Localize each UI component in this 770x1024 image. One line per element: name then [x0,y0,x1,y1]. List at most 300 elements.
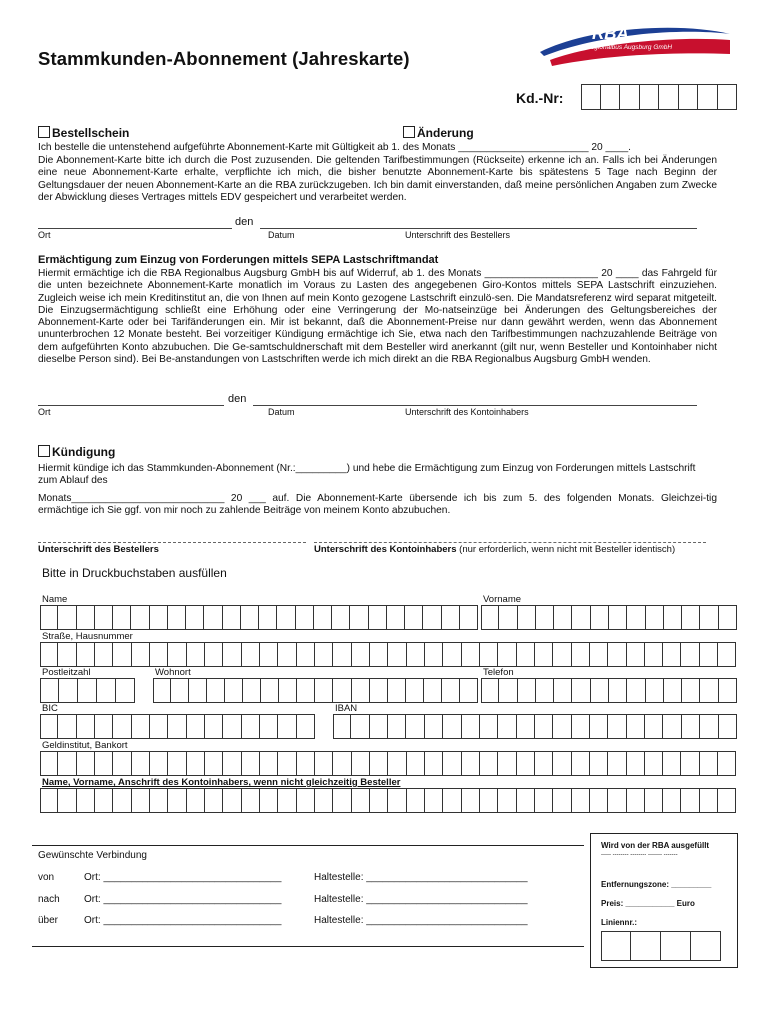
bestellschein-label: Bestellschein [52,126,130,140]
letter-cell[interactable] [553,714,571,739]
rba-box-heading: Wird von der RBA ausgefüllt [601,841,710,850]
letter-cell[interactable] [517,714,535,739]
letter-cell[interactable] [278,642,296,667]
name-label: Name [42,594,68,605]
datum-signature-line-1[interactable] [260,228,697,229]
letter-cell[interactable] [297,642,315,667]
letter-cell[interactable] [443,714,461,739]
ueber-haltestelle-field[interactable]: Haltestelle: _____________________________ [314,915,528,926]
signature-line-besteller-3[interactable] [38,542,306,543]
telefon-input-grid[interactable] [481,678,737,703]
letter-cell[interactable] [352,642,370,667]
letter-cell[interactable] [315,642,333,667]
page-title: Stammkunden-Abonnement (Jahreskarte) [38,48,410,69]
letter-cell[interactable] [333,714,351,739]
letter-cell[interactable] [77,788,95,813]
preis-field: Preis: ___________ Euro [601,899,695,908]
letter-cell[interactable] [424,678,442,703]
letter-cell[interactable] [460,605,478,630]
wohnort-label: Wohnort [155,667,191,678]
letter-cell[interactable] [370,788,388,813]
letter-cell[interactable] [205,751,223,776]
letter-cell[interactable] [388,642,406,667]
letter-cell[interactable] [369,605,387,630]
von-label: von [38,872,55,883]
letter-cell[interactable] [609,678,627,703]
letter-cell[interactable] [297,751,315,776]
letter-cell[interactable] [480,751,498,776]
letter-cell[interactable] [95,714,113,739]
kdnr-input-grid[interactable] [581,84,737,110]
letter-cell[interactable] [187,788,205,813]
letter-cell[interactable] [95,605,113,630]
letter-cell[interactable] [223,642,241,667]
name-input-grid[interactable] [40,605,478,630]
letter-cell[interactable] [77,751,95,776]
letter-cell[interactable] [113,751,131,776]
letter-cell[interactable] [333,788,351,813]
letter-cell[interactable] [113,788,131,813]
letter-cell[interactable] [481,678,499,703]
letter-cell[interactable] [627,788,645,813]
den-label-2: den [228,393,247,405]
letter-cell[interactable] [518,605,536,630]
letter-cell[interactable] [243,678,261,703]
iban-label: IBAN [335,703,358,714]
sepa-heading: Ermächtigung zum Einzug von Forderungen mittels SEPA Lastschriftmandat [38,254,439,266]
letter-cell[interactable] [388,751,406,776]
letter-cell[interactable] [646,678,664,703]
letter-cell[interactable] [186,605,204,630]
letter-cell[interactable] [405,605,423,630]
letter-cell[interactable] [645,751,663,776]
letter-cell[interactable] [40,605,58,630]
letter-cell[interactable] [297,788,315,813]
letter-cell[interactable] [499,605,517,630]
letter-cell[interactable] [443,642,461,667]
letter-cell[interactable] [58,714,76,739]
letter-cell[interactable] [590,788,608,813]
letter-cell[interactable] [646,605,664,630]
letter-cell[interactable] [370,714,388,739]
letter-cell[interactable] [132,714,150,739]
letter-cell[interactable] [278,788,296,813]
letter-cell[interactable] [700,788,718,813]
letter-cell[interactable] [608,751,626,776]
letter-cell[interactable] [132,642,150,667]
letter-cell[interactable] [77,642,95,667]
letter-cell[interactable] [95,642,113,667]
letter-cell[interactable] [315,678,333,703]
signature-label-besteller-3: Unterschrift des Bestellers [38,544,159,555]
order-text-line1: Ich bestelle die untenstehend aufgeführte Abonnement-Karte mit Gültigkeit ab 1. des Monats _______________________ 20 ____. [38,142,632,153]
letter-cell[interactable] [168,788,186,813]
letter-cell[interactable] [718,788,736,813]
letter-cell[interactable] [388,678,406,703]
kuendigung-checkbox[interactable] [38,445,50,457]
letter-cell[interactable] [572,678,590,703]
letter-cell[interactable] [681,788,699,813]
letter-cell[interactable] [168,605,186,630]
datum-label-2: Datum [268,407,295,417]
bestellschein-option[interactable] [38,126,129,140]
letter-cell[interactable] [260,788,278,813]
letter-cell[interactable] [77,714,95,739]
letter-cell[interactable] [113,642,131,667]
letter-cell[interactable] [241,605,259,630]
letter-cell[interactable] [499,678,517,703]
letter-cell[interactable] [387,605,405,630]
letter-cell[interactable] [260,642,278,667]
ort-line-1[interactable] [38,228,232,229]
letter-cell[interactable] [78,678,97,703]
letter-cell[interactable] [681,751,699,776]
letter-cell[interactable] [425,788,443,813]
letter-cell[interactable] [132,751,150,776]
entfernungszone-field: Entfernungszone: _________ [601,880,712,889]
wohnort-input-grid[interactable] [153,678,478,703]
letter-cell[interactable] [682,714,700,739]
letter-cell[interactable] [168,642,186,667]
letter-cell[interactable] [517,788,535,813]
letter-cell[interactable] [700,605,718,630]
ort-line-2[interactable] [38,405,224,406]
letter-cell[interactable] [370,751,388,776]
letter-cell[interactable] [150,751,168,776]
letter-cell[interactable] [407,642,425,667]
letter-cell[interactable] [572,605,590,630]
letter-cell[interactable] [150,605,168,630]
letter-cell[interactable] [498,788,516,813]
letter-cell[interactable] [278,714,296,739]
letter-cell[interactable] [116,678,135,703]
letter-cell[interactable] [480,642,498,667]
letter-cell[interactable] [608,642,626,667]
letter-cell[interactable] [168,714,186,739]
geldinstitut-input-grid[interactable] [40,751,737,776]
letter-cell[interactable] [189,678,207,703]
letter-cell[interactable] [553,788,571,813]
letter-cell[interactable] [406,678,424,703]
letter-cell[interactable] [719,678,737,703]
kuendigung-option[interactable] [38,445,115,459]
letter-cell[interactable] [150,642,168,667]
aenderung-label: Änderung [417,126,474,140]
ueber-ort-field[interactable]: Ort: ________________________________ [84,915,282,926]
kuendigung-text2: Monats___________________________ 20 ___ auf. Die Abonnement-Karte übersende ich bis zum 5. des folgenden Monats. Gleichzei-tig ermächtige ich Sie ggf. von mir noch zu zahlende Beiträge von meinem Konto abzubuchen. [38,493,717,517]
letter-cell[interactable] [40,788,58,813]
letter-cell[interactable] [352,788,370,813]
vorname-input-grid[interactable] [481,605,737,630]
letter-cell[interactable] [572,751,590,776]
kuendigung-label: Kündigung [52,445,116,459]
signature-label-besteller-1: Unterschrift des Bestellers [405,230,511,240]
letter-cell[interactable] [113,605,131,630]
telefon-label: Telefon [483,667,514,678]
letter-cell[interactable] [242,642,260,667]
letter-cell[interactable] [627,714,645,739]
letter-cell[interactable] [535,788,553,813]
letter-cell[interactable] [40,678,59,703]
letter-cell[interactable] [58,605,76,630]
letter-cell[interactable] [207,678,225,703]
letter-cell[interactable] [333,751,351,776]
letter-cell[interactable] [700,642,718,667]
letter-cell[interactable] [517,751,535,776]
letter-cell[interactable] [535,714,553,739]
letter-cell[interactable] [664,678,682,703]
letter-cell[interactable] [460,678,478,703]
letter-cell[interactable] [425,714,443,739]
letter-cell[interactable] [645,788,663,813]
letter-cell[interactable] [682,605,700,630]
ort-label-1: Ort [38,230,51,240]
letter-cell[interactable] [277,605,295,630]
letter-cell[interactable] [40,642,58,667]
letter-cell[interactable] [700,751,718,776]
letter-cell[interactable] [242,751,260,776]
letter-cell[interactable] [498,751,516,776]
letter-cell[interactable] [480,788,498,813]
letter-cell[interactable] [462,788,480,813]
letter-cell[interactable] [443,751,461,776]
letter-cell[interactable] [480,714,498,739]
letter-cell[interactable] [296,605,314,630]
letter-cell[interactable] [153,678,171,703]
letter-cell[interactable] [260,714,278,739]
sig-kontoinhaber-label: Unterschrift des Kontoinhabers [314,544,457,555]
letter-cell[interactable] [315,751,333,776]
plz-input-grid[interactable] [40,678,135,703]
letter-cell[interactable] [700,714,718,739]
letter-cell[interactable] [719,605,737,630]
letter-cell[interactable] [59,678,78,703]
letter-cell[interactable] [332,605,350,630]
letter-cell[interactable] [608,788,626,813]
sepa-text: Hiermit ermächtige ich die RBA Regionalbus Augsburg GmbH bis auf Widerruf, ab 1. des Monats ____________________ 20 ____ das Fahrgeld für die unten bezeichnete Abonnement-Karte monatlich im Voraus zu Lasten des angegebenen Giro-Kontos mittels SEPA Lastschrift einzuziehen. Zugleich weise ich mein Kreditinstitut an, die von Ihnen auf mein Konto gezogene Lastschrift einzulö-sen. Die Mandatsreferenz wird separat mitgeteilt. Die Einzugsermächtigung schließt eine Erhöhung oder eine Verringerung der Mo-natseinzüge bei Änderungen des Geltungsbereiches der Abonnement-Karte oder bei Tarifänderungen ein. Mir ist bekannt, daß die Abonnement-Preise nur dann gewährt werden, wenn das Abonnement ununterbrochen 12 Monate besteht. Bei vorzeitiger Kündigung ermächtige ich Sie, etwa nach den Tarifbestimmungen nachzuzahlende Beiträge von dem aufgeführten Konto abzubuchen. Die Ge-samtschuldnerschaft mit dem Besteller wird anerkannt (gilt nur, wenn Besteller und Kontoinhaber nicht dieselbe Person sind). Bei Be-anstandungen von Lastschriften werde ich mich direkt an die RBA Regionalbus Augsburg GmbH wenden. [38,268,717,366]
letter-cell[interactable] [297,714,315,739]
von-haltestelle-field[interactable]: Haltestelle: _____________________________ [314,872,528,883]
letter-cell[interactable] [187,642,205,667]
letter-cell[interactable] [333,678,351,703]
letter-cell[interactable] [113,714,131,739]
letter-cell[interactable] [627,751,645,776]
letter-cell[interactable] [132,788,150,813]
letter-cell[interactable] [663,788,681,813]
letter-cell[interactable] [388,788,406,813]
strasse-input-grid[interactable] [40,642,737,667]
letter-cell[interactable] [572,788,590,813]
letter-cell[interactable] [718,642,736,667]
letter-cell[interactable] [171,678,189,703]
letter-cell[interactable] [187,751,205,776]
letter-cell[interactable] [297,678,315,703]
letter-cell[interactable] [700,678,718,703]
letter-cell[interactable] [351,714,369,739]
letter-cell[interactable] [205,714,223,739]
den-label-1: den [235,216,254,228]
letter-cell[interactable] [204,605,222,630]
letter-cell[interactable] [150,714,168,739]
letter-cell[interactable] [423,605,441,630]
ueber-label: über [38,915,59,926]
letter-cell[interactable] [498,642,516,667]
ort-label-2: Ort [38,407,51,417]
datum-signature-line-2[interactable] [253,405,697,406]
letter-cell[interactable] [591,678,609,703]
letter-cell[interactable] [590,714,608,739]
letter-cell[interactable] [223,751,241,776]
letter-cell[interactable] [58,751,76,776]
letter-cell[interactable] [572,642,590,667]
nach-haltestelle-field[interactable]: Haltestelle: _____________________________ [314,894,528,905]
letter-cell[interactable] [261,678,279,703]
letter-cell[interactable] [572,714,590,739]
letter-cell[interactable] [150,788,168,813]
letter-cell[interactable] [370,642,388,667]
letter-cell[interactable] [590,751,608,776]
letter-cell[interactable] [407,751,425,776]
letter-cell[interactable] [187,714,205,739]
letter-cell[interactable] [97,678,116,703]
letter-cell[interactable] [352,751,370,776]
signature-line-kontoinhaber-3[interactable] [314,542,706,543]
letter-cell[interactable] [259,605,277,630]
rba-office-box [590,833,738,968]
letter-cell[interactable] [663,642,681,667]
letter-cell[interactable] [462,642,480,667]
letter-cell[interactable] [314,605,332,630]
letter-cell[interactable] [223,605,241,630]
letter-cell[interactable] [223,714,241,739]
letter-cell[interactable] [225,678,243,703]
letter-cell[interactable] [645,714,663,739]
letter-cell[interactable] [388,714,406,739]
letter-cell[interactable] [645,642,663,667]
bestellschein-checkbox[interactable] [38,126,50,138]
letter-cell[interactable] [95,788,113,813]
letter-cell[interactable] [553,751,571,776]
letter-cell[interactable] [462,751,480,776]
liniennr-label: Liniennr.: [601,918,637,927]
letter-cell[interactable] [260,751,278,776]
letter-cell[interactable] [406,714,424,739]
letter-cell[interactable] [535,751,553,776]
letter-cell[interactable] [278,751,296,776]
letter-cell[interactable] [554,605,572,630]
letter-cell[interactable] [553,642,571,667]
kuendigung-text1: Hiermit kündige ich das Stammkunden-Abonnement (Nr.:_________) und hebe die Ermächtigung zum Einzug von Forderungen mittels Lastschrift zum Ablauf des [38,463,696,487]
letter-cell[interactable] [682,678,700,703]
letter-cell[interactable] [77,605,95,630]
letter-cell[interactable] [664,605,682,630]
letter-cell[interactable] [425,751,443,776]
letter-cell[interactable] [443,788,461,813]
letter-cell[interactable] [590,642,608,667]
letter-cell[interactable] [627,642,645,667]
sig-kontoinhaber-note: (nur erforderlich, wenn nicht mit Besteller identisch) [459,544,676,555]
letter-cell[interactable] [352,678,370,703]
letter-cell[interactable] [58,642,76,667]
letter-cell[interactable] [719,714,737,739]
letter-cell[interactable] [315,788,333,813]
letter-cell[interactable] [442,678,460,703]
letter-cell[interactable] [536,678,554,703]
letter-cell[interactable] [131,605,149,630]
verbindung-top-rule [32,845,584,846]
letter-cell[interactable] [407,788,425,813]
bic-label: BIC [42,703,58,714]
bic-input-grid[interactable] [40,714,315,739]
rba-box-dashes: ----- -------- -------- ------- ------- [601,852,678,858]
strasse-label: Straße, Hausnummer [42,631,133,642]
letter-cell[interactable] [333,642,351,667]
verbindung-bottom-rule [32,946,584,947]
nach-label: nach [38,894,60,905]
letter-cell[interactable] [370,678,388,703]
geldinstitut-label: Geldinstitut, Bankort [42,740,128,751]
letter-cell[interactable] [242,714,260,739]
letter-cell[interactable] [554,678,572,703]
letter-cell[interactable] [242,788,260,813]
letter-cell[interactable] [591,605,609,630]
letter-cell[interactable] [350,605,368,630]
letter-cell[interactable] [40,714,58,739]
letter-cell[interactable] [425,642,443,667]
letter-cell[interactable] [663,714,681,739]
letter-cell[interactable] [718,751,736,776]
kontoinhaber-label: Name, Vorname, Anschrift des Kontoinhabers, wenn nicht gleichzeitig Besteller [42,777,401,788]
letter-cell[interactable] [498,714,516,739]
vorname-label: Vorname [483,594,522,605]
letter-cell[interactable] [627,605,645,630]
rba-logo [530,22,735,72]
letter-cell[interactable] [663,751,681,776]
letter-cell[interactable] [442,605,460,630]
kontoinhaber-input-grid[interactable] [40,788,737,813]
signature-label-kontoinhaber-2: Unterschrift des Kontoinhabers [405,407,529,417]
letter-cell[interactable] [205,788,223,813]
letter-cell[interactable] [517,642,535,667]
letter-cell[interactable] [681,642,699,667]
letter-cell[interactable] [40,751,58,776]
liniennr-grid [601,931,721,961]
letter-cell[interactable] [536,605,554,630]
letter-cell[interactable] [481,605,499,630]
letter-cell[interactable] [609,605,627,630]
iban-input-grid[interactable] [333,714,737,739]
letter-cell[interactable] [58,788,76,813]
letter-cell[interactable] [535,642,553,667]
nach-ort-field[interactable]: Ort: ________________________________ [84,894,282,905]
letter-cell[interactable] [168,751,186,776]
verbindung-heading: Gewünschte Verbindung [38,850,147,861]
von-ort-field[interactable]: Ort: ________________________________ [84,872,282,883]
aenderung-checkbox[interactable] [403,126,415,138]
order-text: Die Abonnement-Karte bitte ich durch die Post zuzusenden. Die geltenden Tarifbestimmungen (Rückseite) erkenne ich an. Falls ich bei Änderungen eine neue Abonnement-Karte erhalte, verpflichte ich mich, die bisher benutzte Abonnement-Karte bis spätestens 5 Tage nach Beginn der Geltungsdauer der neuen Abonnement-Karte an die RBA zurückzugeben. Ich bin damit einverstanden, daß meine persönlichen Angaben zum Zwecke der Abwicklung dieses Vertrages mittels EDV gespeichert und verarbeitet werden. [38,155,717,203]
plz-label: Postleitzahl [42,667,91,678]
letter-cell[interactable] [627,678,645,703]
letter-cell[interactable] [279,678,297,703]
aenderung-option[interactable] [403,126,474,140]
letter-cell[interactable] [462,714,480,739]
letter-cell[interactable] [608,714,626,739]
letter-cell[interactable] [205,642,223,667]
druckbuchstaben-hint: Bitte in Druckbuchstaben ausfüllen [42,566,227,580]
letter-cell[interactable] [95,751,113,776]
letter-cell[interactable] [223,788,241,813]
letter-cell[interactable] [518,678,536,703]
